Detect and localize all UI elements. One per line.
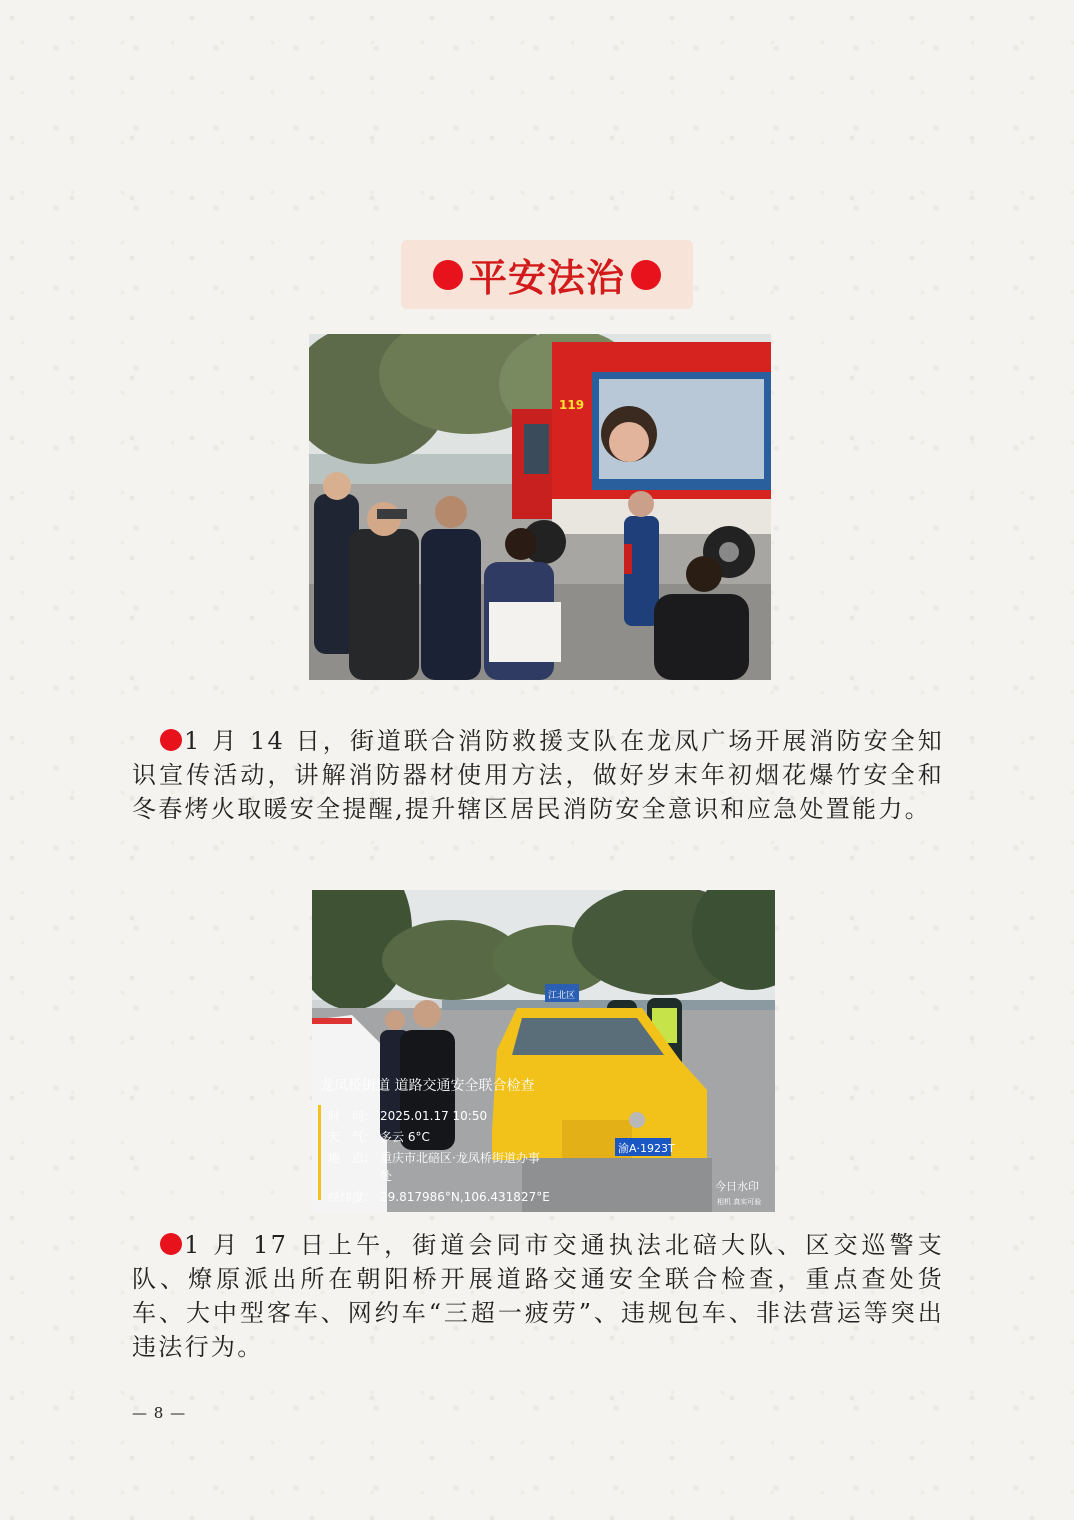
- watermark-coords-label: 经纬度:: [328, 1190, 369, 1204]
- truck-number: 119: [559, 398, 585, 412]
- bullet-dot: [160, 1233, 182, 1255]
- section-title: 平安法治: [468, 255, 625, 300]
- watermark-location-value-1: 重庆市北碚区·龙凤桥街道办事: [380, 1151, 540, 1165]
- watermark-time-value: 2025.01.17 10:50: [380, 1109, 488, 1123]
- paragraph-text: 1 月 14 日，街道联合消防救援支队在龙凤广场开展消防安全知识宣传活动，讲解消防器材使用方法，做好岁末年初烟花爆竹安全和冬春烤火取暖安全提醒,提升辖区居民消防安全意识和应急处置能力。: [132, 727, 944, 823]
- watermark-weather-label: 天 气:: [328, 1130, 369, 1144]
- watermark-location-label: 地 点:: [328, 1151, 369, 1165]
- fire-safety-photo: [309, 334, 771, 680]
- title-left-dot: [433, 260, 463, 290]
- watermark-title: 龙凤桥街道 道路交通安全联合检查: [320, 1078, 535, 1094]
- watermark-weather-value: 多云 6°C: [380, 1130, 430, 1144]
- paragraph-text: 1 月 17 日上午，街道会同市交通执法北碚大队、区交巡警支队、燎原派出所在朝阳桥开展道路交通安全联合检查，重点查处货车、大中型客车、网约车“三超一疲劳”、违规包车、非法营运等突出违法行为。: [132, 1231, 944, 1361]
- taxi-sign: 江北区: [548, 991, 576, 1001]
- watermark-brand-sub: 相机 真实可验: [717, 1198, 762, 1206]
- section-title-box: [401, 240, 693, 309]
- title-right-dot: [631, 260, 661, 290]
- paragraph-fire-safety: [132, 724, 944, 826]
- watermark-location-value-2: 处: [380, 1169, 393, 1183]
- watermark-coords-value: 29.817986°N,106.431827°E: [380, 1190, 550, 1204]
- watermark-brand: 今日水印: [715, 1180, 759, 1193]
- traffic-inspection-photo: [312, 890, 775, 1212]
- paragraph-traffic-inspection: [132, 1228, 944, 1364]
- page-number: — 8 —: [132, 1404, 187, 1422]
- watermark-time-label: 时 间:: [328, 1109, 369, 1123]
- license-plate: 渝A·1923T: [618, 1142, 675, 1155]
- bullet-dot: [160, 729, 182, 751]
